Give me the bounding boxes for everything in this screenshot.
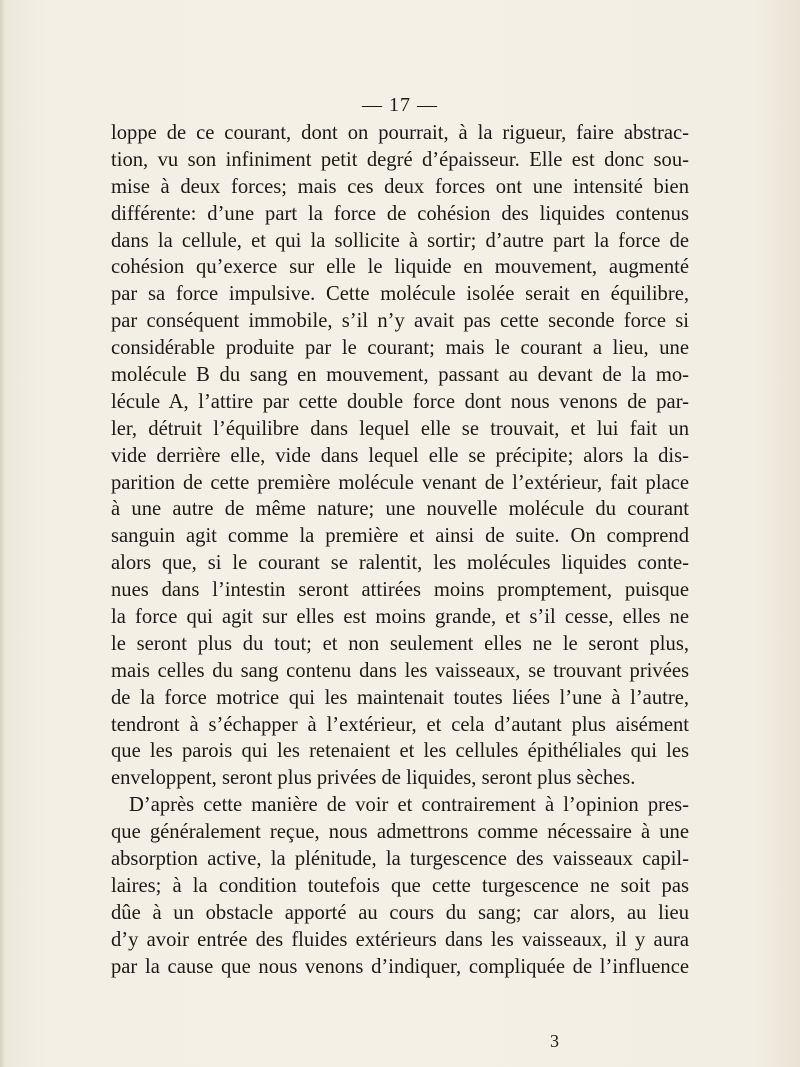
text-line: parition de cette première molécule venant de l’extérieur, fait place bbox=[111, 471, 689, 494]
text-line: tendront à s’échapper à l’extérieur, et cela d’autant plus aisément bbox=[111, 713, 689, 736]
text-line: molécule B du sang en mouvement, passant au devant de la mo- bbox=[111, 364, 689, 387]
text-line: que généralement reçue, nous admettrons comme nécessaire à une bbox=[111, 821, 689, 844]
text-line: mais celles du sang contenu dans les vaisseaux, se trouvant privées bbox=[111, 659, 689, 682]
text-line: par conséquent immobile, s’il n’y avait pas cette seconde force si bbox=[111, 310, 689, 333]
text-line: cohésion qu’exerce sur elle le liquide en mouvement, augmenté bbox=[111, 256, 689, 279]
body-text bbox=[111, 120, 689, 981]
text-line: d’y avoir entrée des fluides extérieurs dans les vaisseaux, il y aura bbox=[111, 928, 689, 951]
text-line: dûe à un obstacle apporté au cours du sang; car alors, au lieu bbox=[111, 901, 689, 924]
page-spine-shadow bbox=[0, 0, 6, 1067]
text-line: que les parois qui les retenaient et les cellules épithéliales qui les bbox=[111, 740, 689, 763]
text-line: le seront plus du tout; et non seulement elles ne le seront plus, bbox=[111, 632, 689, 655]
text-line: par la cause que nous venons d’indiquer, compliquée de l’influence bbox=[111, 955, 689, 978]
signature-mark: 3 bbox=[550, 1031, 559, 1051]
text-line: la force qui agit sur elles est moins grande, et s’il cesse, elles ne bbox=[111, 606, 689, 629]
text-line: sanguin agit comme la première et ainsi de suite. On comprend bbox=[111, 525, 689, 548]
text-line: loppe de ce courant, dont on pourrait, à la rigueur, faire abstrac- bbox=[111, 122, 689, 144]
text-line: dans la cellule, et qui la sollicite à sortir; d’autre part la force de bbox=[111, 229, 689, 252]
text-line: alors que, si le courant se ralentit, les molécules liquides conte- bbox=[111, 552, 689, 575]
text-line: par sa force impulsive. Cette molécule isolée serait en équilibre, bbox=[111, 283, 689, 306]
text-line: ler, détruit l’équilibre dans lequel elle se trouvait, et lui fait un bbox=[111, 417, 689, 440]
text-line: mise à deux forces; mais ces deux forces ont une intensité bien bbox=[111, 175, 689, 198]
text-line: lécule A, l’attire par cette double force dont nous venons de par- bbox=[111, 390, 689, 413]
page-number: — 17 — bbox=[362, 94, 438, 116]
text-line: de la force motrice qui les maintenait toutes liées l’une à l’autre, bbox=[111, 686, 689, 709]
text-line: laires; à la condition toutefois que cette turgescence ne soit pas bbox=[111, 874, 689, 897]
text-line: absorption active, la plénitude, la turgescence des vaisseaux capil- bbox=[111, 848, 689, 871]
text-line: considérable produite par le courant; mais le courant a lieu, une bbox=[111, 337, 689, 360]
text-line: différente: d’une part la force de cohésion des liquides contenus bbox=[111, 202, 689, 225]
text-line: vide derrière elle, vide dans lequel elle se précipite; alors la dis- bbox=[111, 444, 689, 467]
text-line-paragraph-start: D’après cette manière de voir et contrairement à l’opinion pres- bbox=[129, 794, 689, 817]
text-line: à une autre de même nature; une nouvelle molécule du courant bbox=[111, 498, 689, 521]
text-line: enveloppent, seront plus privées de liquides, seront plus sèches. bbox=[111, 767, 636, 790]
text-line: nues dans l’intestin seront attirées moins promptement, puisque bbox=[111, 579, 689, 602]
text-line: tion, vu son infiniment petit degré d’épaisseur. Elle est donc sou- bbox=[111, 148, 689, 171]
